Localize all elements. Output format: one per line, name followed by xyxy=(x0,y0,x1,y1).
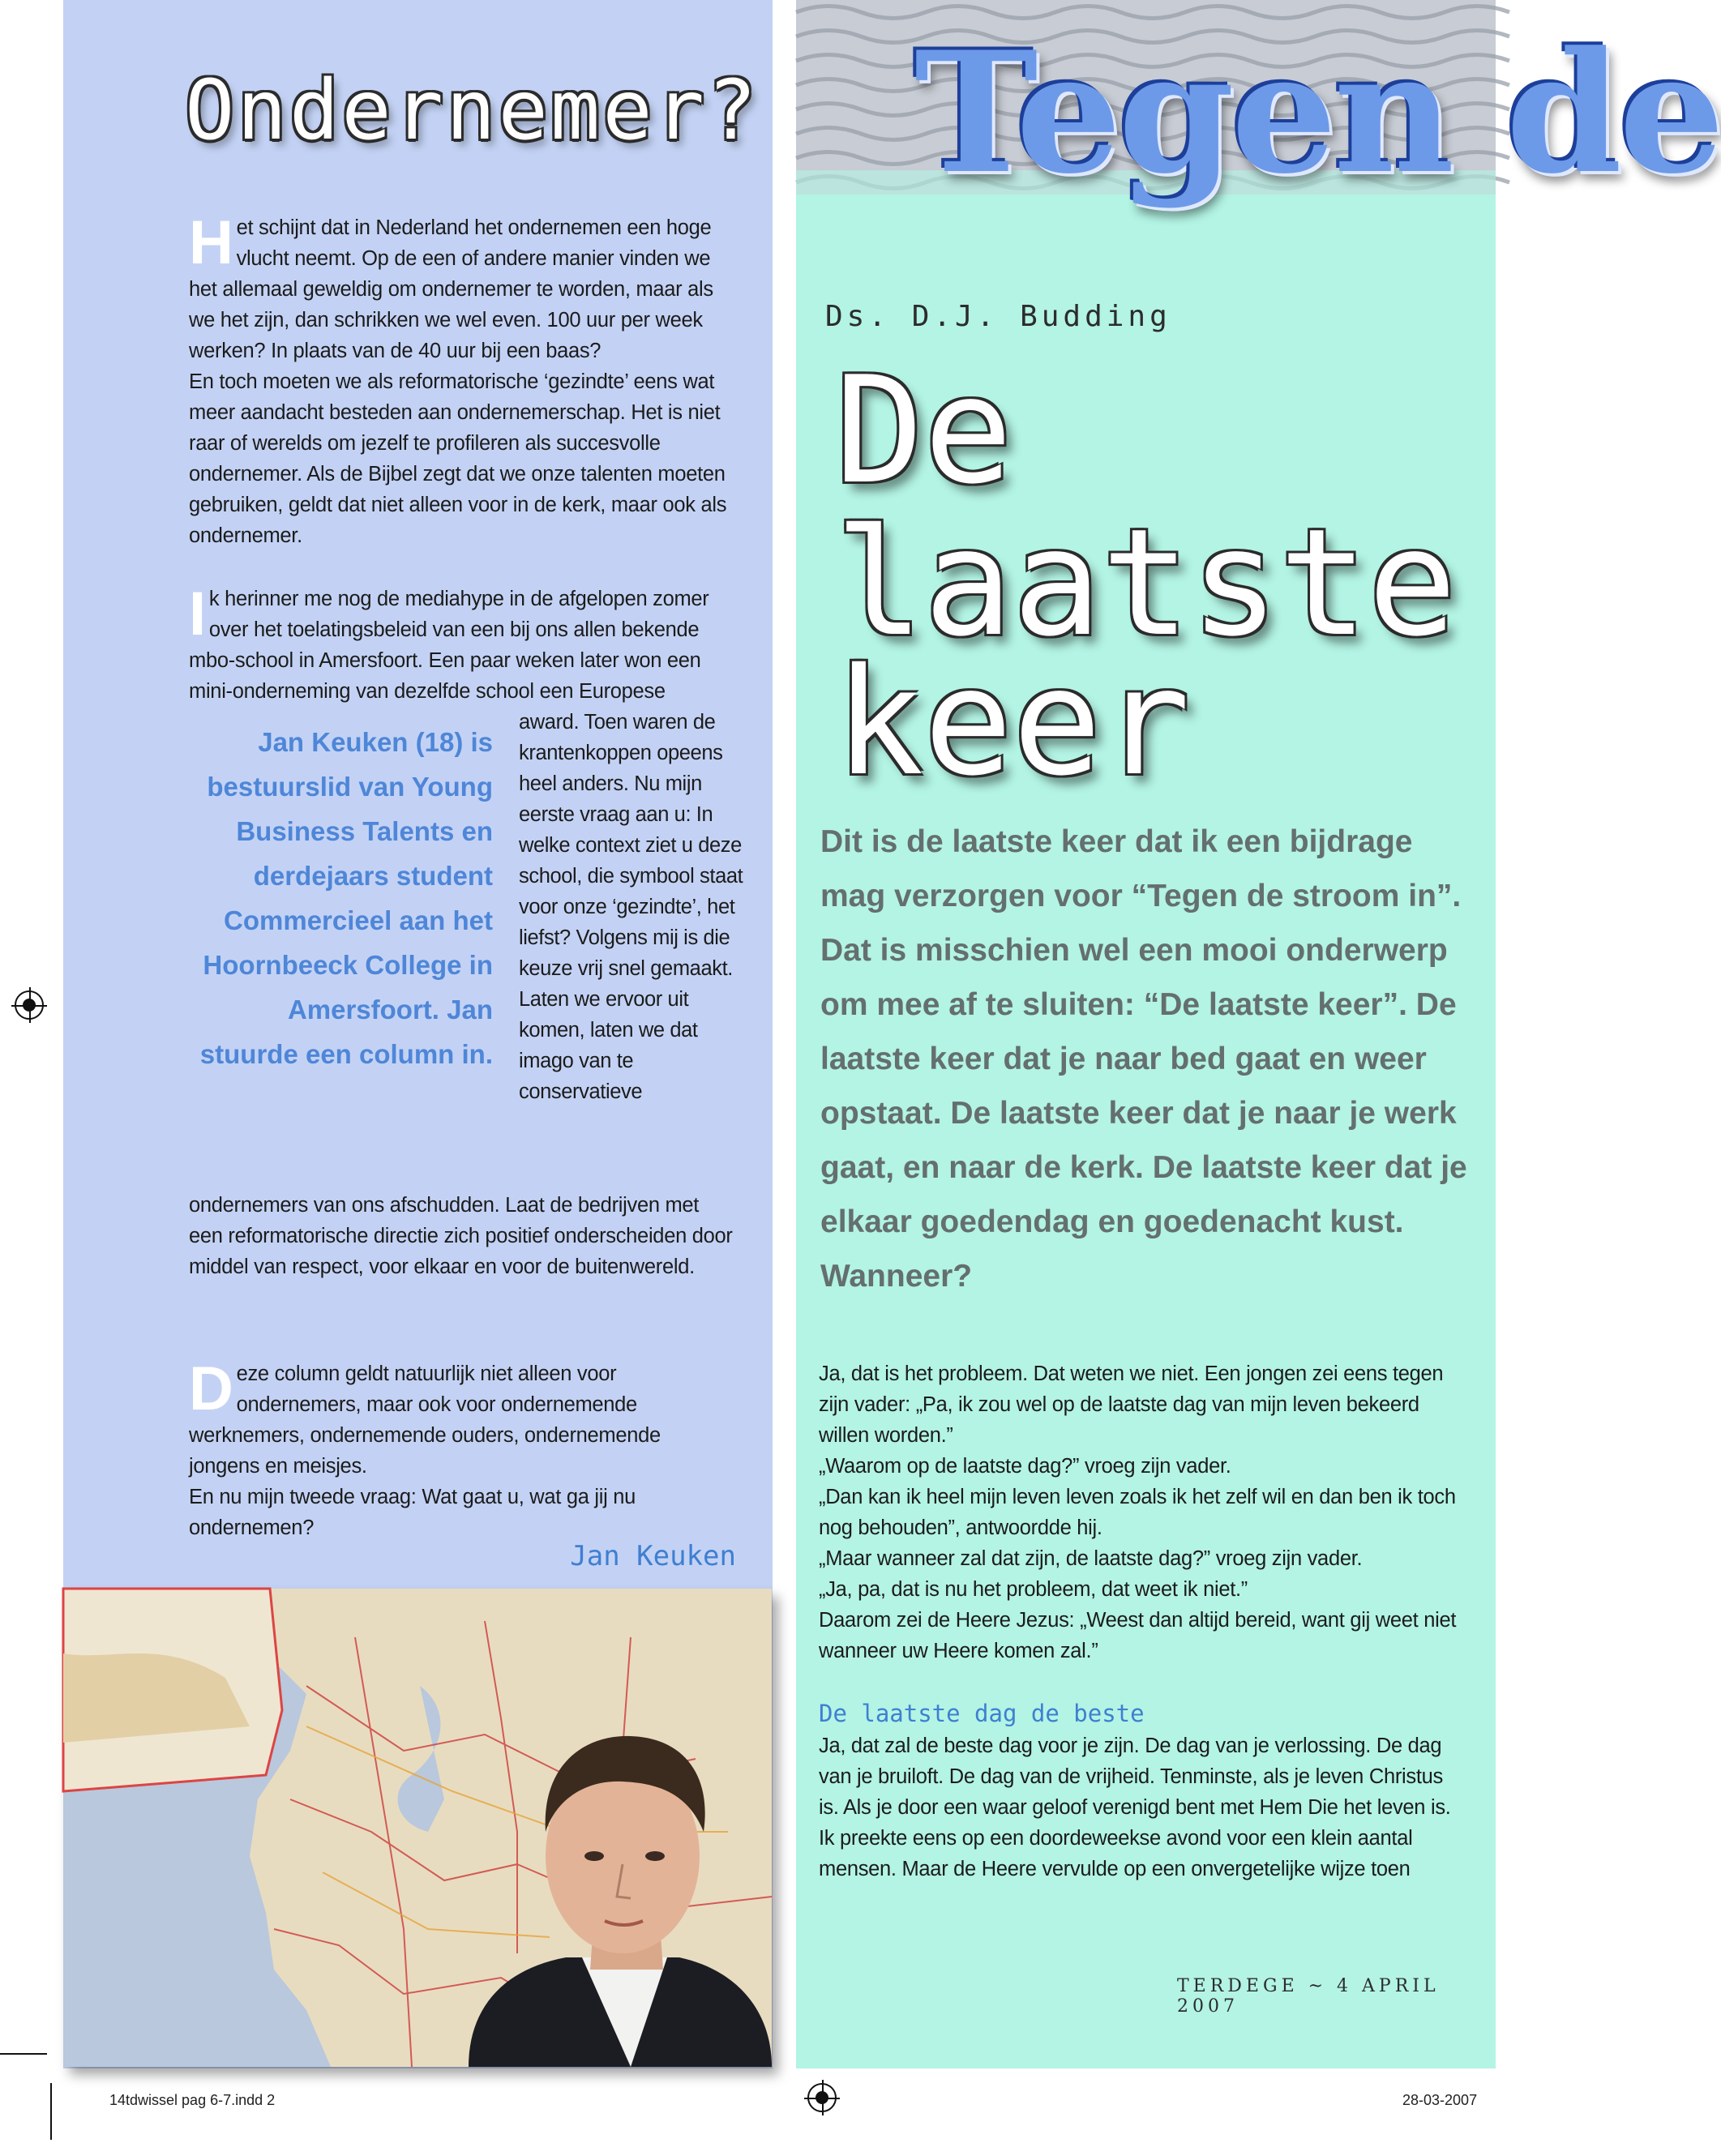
headline-line-3: keer xyxy=(835,636,1191,808)
paragraph-text: eze column geldt natuurlijk niet alleen voor ondernemers, maar ook voor ondernemende werknemers, ondernemende ouders, ondernemende jongens en meisjes. xyxy=(189,1362,661,1478)
body-line: „Ja, pa, dat is nu het probleem, dat weet ik niet.” xyxy=(819,1578,1248,1601)
body-line: Ik preekte eens op een doordeweekse avond voor een klein aantal mensen. Maar de Heere vervulde op een onvergetelijke wijze toen xyxy=(819,1827,1413,1880)
body-line: „Waarom op de laatste dag?” vroeg zijn vader. xyxy=(819,1455,1231,1478)
registration-mark xyxy=(15,990,44,1020)
body-line: „Dan kan ik heel mijn leven leven zoals ik het zelf wil en dan ben ik toch nog behouden”, antwoordde hij. xyxy=(819,1486,1456,1539)
body-line: Daarom zei de Heere Jezus: „Weest dan altijd bereid, want gij weet niet wanneer uw Heere komen zal.” xyxy=(819,1609,1457,1662)
article-body xyxy=(819,1358,1467,1666)
author-name: Ds. D.J. Budding xyxy=(825,300,1171,333)
footer-date: 28-03-2007 xyxy=(1402,2092,1478,2108)
narrow-text-column: award. Toen waren de krantenkoppen opeens heel anders. Nu mijn eerste vraag aan u: In welke context ziet u deze school, die symbool staat voor onze ‘gezindte’, het liefst? Volgens mij is die keuze vrij snel gemaakt. Laten we ervoor uit komen, laten we dat imago van te conservatieve xyxy=(519,711,743,1103)
paragraph-text: k herinner me nog de mediahype in de afgelopen zomer over het toelatingsbeleid van een bij ons allen bekende mbo-school in Amersfoort. Een paar weken later won een mini-onderneming van dezelfde school een Europese xyxy=(189,588,709,703)
body-line: Ja, dat zal de beste dag voor je zijn. De dag van je verlossing. De dag van je bruiloft. De dag van de vrijheid. Tenminste, als je leven Christus is. Als je door een waar geloof verenigd bent met Hem Die het leven is. xyxy=(819,1735,1451,1819)
headline-line-2: laatste xyxy=(835,497,1458,669)
article-paragraph-2 xyxy=(189,580,740,707)
map-portrait-illustration xyxy=(63,1589,772,2067)
dropcap: I xyxy=(189,580,206,648)
article-body-continued xyxy=(819,1730,1467,1884)
article-paragraph-3 xyxy=(189,1354,736,1543)
paragraph-text: En nu mijn tweede vraag: Wat gaat u, wat ga jij nu ondernemen? xyxy=(189,1486,636,1539)
body-line: „Maar wanneer zal dat zijn, de laatste dag?” vroeg zijn vader. xyxy=(819,1547,1363,1570)
headline-line-1: De xyxy=(835,344,1013,516)
body-line: Ja, dat is het probleem. Dat weten we niet. Een jongen zei eens tegen zijn vader: „Pa, ik zou wel op de laatste dag van mijn leven bekeerd willen worden.” xyxy=(819,1362,1444,1447)
section-subheading: De laatste dag de beste xyxy=(819,1700,1145,1727)
dropcap: H xyxy=(189,208,233,277)
column-title: Ondernemer? xyxy=(185,62,760,159)
paragraph-text: En toch moeten we als reformatorische ‘gezindte’ eens wat meer aandacht besteden aan ondernemerschap. Het is niet raar of werelds om jezelf te profileren als succesvolle ondernemer. Als de Bijbel zegt dat we onze talenten moeten gebruiken, geldt dat niet alleen voor in de kerk, maar ook als ondernemer. xyxy=(189,370,727,547)
author-photo xyxy=(63,1589,772,2067)
paragraph-text: et schijnt dat in Nederland het ondernemen een hoge vlucht neemt. Op de een of andere manier vinden we het allemaal geweldig om ondernemer te worden, maar als we het zijn, dan schrikken we wel even. 100 uur per week werken? In plaats van de 40 uur bij een baas? xyxy=(189,216,713,362)
crop-mark xyxy=(50,2083,52,2140)
article-paragraph-2-continued: ondernemers van ons afschudden. Laat de bedrijven met een reformatorische directie zich positief onderscheiden door middel van respect, voor elkaar en voor de buitenwereld. xyxy=(189,1194,733,1278)
author-byline: Jan Keuken xyxy=(570,1540,736,1572)
footer-filename: 14tdwissel pag 6-7.indd 2 xyxy=(109,2092,276,2108)
pull-quote: Jan Keuken (18) is bestuurslid van Young Business Talents en derdejaars student Commercieel aan het Hoornbeeck College in Amersfoort. Jan stuurde een column in. xyxy=(199,727,493,1069)
series-title: Tegen de xyxy=(914,16,1721,211)
dropcap: D xyxy=(189,1354,233,1423)
page-folio: TERDEGE ~ 4 APRIL 2007 xyxy=(1177,1976,1440,2017)
article-paragraph-1 xyxy=(189,208,736,551)
registration-mark xyxy=(807,2083,837,2112)
crop-mark xyxy=(0,2053,47,2055)
intro-paragraph: Dit is de laatste keer dat ik een bijdrage mag verzorgen voor “Tegen de stroom in”. Dat is misschien wel een mooi onderwerp om mee af te sluiten: “De laatste keer”. De laatste keer dat je naar bed gaat en weer opstaat. De laatste keer dat je naar je werk gaat, en naar de kerk. De laatste keer dat je elkaar goedendag en goedenacht kust. Wanneer? xyxy=(820,824,1467,1294)
